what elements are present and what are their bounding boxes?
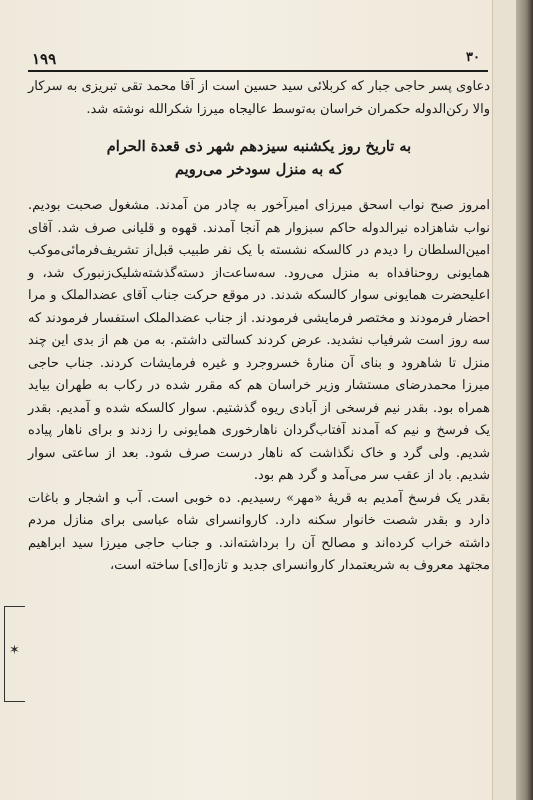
header-mark: ۳۰ [466,50,480,65]
page-number: ۱۹۹ [32,50,57,68]
adjacent-page-strip [492,0,517,800]
margin-mark: ✶ [9,643,20,658]
paragraph-2: امروز صبح نواب اسحق میرزای امیرآخور به چادر من آمدند. مشغول صحبت بودیم. نواب شاهزاده نیرالدوله حاکم سبزوار هم آنجا آمدند. قهوه و قلیانی صرف شد. آقای امین‌السلطان را دیدم در کالسکه نشسته با یک نفر طبیب قبل‌از تشریف‌فرمائی‌موکب همایونی روحنافداه به منزل می‌رود. سه‌ساعت‌از دسته‌گذشته‌شلیک‌زنبورک شد، و اعلیحضرت همایونی سوار کالسکه شدند. در موقع حرکت جناب آقای عضدالملک و مرا احضار فرمودند و مختصر فرمایشی فرمودند. از جناب عضدالملک استفسار فرمودند که سه روز است شرفیاب نشدید. عرض کردند کسالتی داشتم. به من هم از بدی این چند منزل تا شاهرود و بنای آن منارهٔ خسروجرد و غیره فرمایشات کردند. جناب حاجی میرزا محمدرضای مستشار وزیر خراسان هم که مقرر شده در رکاب به طهران بیاید همراه بود. بقدر نیم فرسخی از آبادی ریوه گذشتیم. سوار کالسکه شده و آمدیم. بقدر یک فرسخ و نیم که آمدند آفتاب‌گردان ناهارخوری همایونی را زدند و برای ناهار پیاده شدیم. ولی گرد و خاک نگذاشت که ناهار درست صرف شود. بعد از ساعتی سوار شدیم. باد از عقب سر می‌آمد و گرد هم بود. [28,198,490,483]
section-heading [28,135,490,181]
margin-bracket [4,606,25,702]
paragraph-3: بقدر یک فرسخ آمدیم به قریهٔ «مهر» رسیدیم. ده خوبی است. آب و اشجار و باغات دارد و بقدر شصت خانوار سکنه دارد. کاروانسرای شاه عباسی برای منازل مردم داشته خراب کرده‌اند و مصالح آن را برداشته‌اند. و جناب حاجی میرزا سید ابراهیم مجتهد معروف به شریعتمدار کاروانسرای جدید و تازه[ای] ساخته است، [28,490,490,573]
book-spine-edge [516,0,533,800]
heading-line-2: که به منزل سودخر می‌رویم [175,161,343,178]
heading-line-1: به تاریخ روز یکشنبه سیزدهم شهر ذی قعدة الحرام [106,138,412,155]
running-header [28,48,488,72]
paragraph-1: دعاوی پسر حاجی جبار که کربلائی سید حسین است از آقا محمد تقی تبریزی به سرکار والا رکن‌الدوله حکمران خراسان به‌توسط عالیجاه میرزا شکرالله نوشته شد. [28,79,490,117]
page-body [28,76,490,578]
